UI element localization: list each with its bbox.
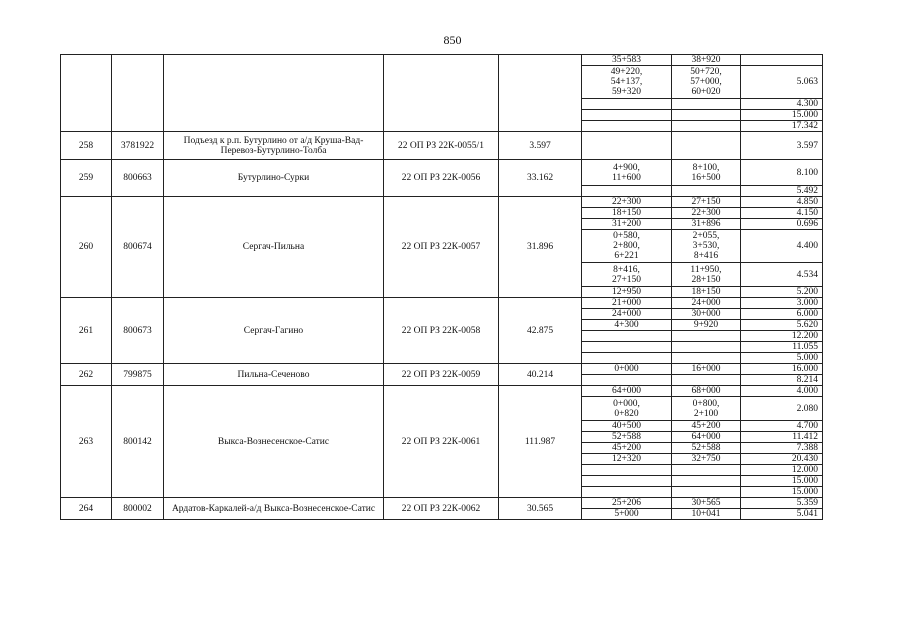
table-row bbox=[61, 197, 823, 208]
road-code-cell: 22 ОП РЗ 22К-0055/1 bbox=[384, 132, 499, 160]
section-to-cell: 27+150 bbox=[672, 197, 741, 208]
section-length-cell: 15.000 bbox=[741, 476, 823, 487]
section-length-cell: 5.492 bbox=[741, 186, 823, 197]
table-row bbox=[61, 132, 823, 160]
section-length-cell: 4.400 bbox=[741, 230, 823, 263]
section-from-cell bbox=[582, 331, 672, 342]
road-id-cell: 3781922 bbox=[112, 132, 164, 160]
section-length-cell bbox=[741, 55, 823, 66]
section-from-cell: 0+000 bbox=[582, 364, 672, 375]
road-name-cell: Выкса-Вознесенское-Сатис bbox=[164, 386, 384, 498]
road-number-cell: 264 bbox=[61, 498, 112, 520]
section-to-cell: 64+000 bbox=[672, 432, 741, 443]
road-id-cell: 800674 bbox=[112, 197, 164, 298]
section-to-cell bbox=[672, 99, 741, 110]
section-length-cell: 4.534 bbox=[741, 263, 823, 287]
section-from-cell bbox=[582, 342, 672, 353]
road-number-cell: 260 bbox=[61, 197, 112, 298]
road-id-cell: 800663 bbox=[112, 160, 164, 197]
section-to-cell bbox=[672, 353, 741, 364]
section-to-cell bbox=[672, 375, 741, 386]
section-to-cell: 9+920 bbox=[672, 320, 741, 331]
road-length-cell: 33.162 bbox=[499, 160, 582, 197]
section-from-cell: 21+000 bbox=[582, 298, 672, 309]
section-to-cell bbox=[672, 476, 741, 487]
road-code-cell: 22 ОП РЗ 22К-0061 bbox=[384, 386, 499, 498]
table-row bbox=[61, 498, 823, 509]
table-row bbox=[61, 160, 823, 186]
road-number-cell: 262 bbox=[61, 364, 112, 386]
table-row bbox=[61, 364, 823, 375]
section-to-cell bbox=[672, 342, 741, 353]
section-to-cell: 50+720, 57+000, 60+020 bbox=[672, 66, 741, 99]
section-to-cell: 30+565 bbox=[672, 498, 741, 509]
section-to-cell: 32+750 bbox=[672, 454, 741, 465]
road-name-cell: Сергач-Гагино bbox=[164, 298, 384, 364]
section-length-cell: 5.000 bbox=[741, 353, 823, 364]
road-length-cell: 3.597 bbox=[499, 132, 582, 160]
section-to-cell bbox=[672, 110, 741, 121]
road-length-cell bbox=[499, 55, 582, 132]
section-to-cell: 16+000 bbox=[672, 364, 741, 375]
section-to-cell: 0+800, 2+100 bbox=[672, 397, 741, 421]
section-length-cell: 4.700 bbox=[741, 421, 823, 432]
section-length-cell: 5.063 bbox=[741, 66, 823, 99]
road-length-cell: 40.214 bbox=[499, 364, 582, 386]
section-from-cell: 4+300 bbox=[582, 320, 672, 331]
table-row bbox=[61, 386, 823, 397]
section-length-cell: 4.300 bbox=[741, 99, 823, 110]
section-from-cell: 0+580, 2+800, 6+221 bbox=[582, 230, 672, 263]
section-from-cell bbox=[582, 99, 672, 110]
section-from-cell bbox=[582, 375, 672, 386]
road-name-cell bbox=[164, 55, 384, 132]
section-length-cell: 5.359 bbox=[741, 498, 823, 509]
section-from-cell: 22+300 bbox=[582, 197, 672, 208]
section-to-cell: 31+896 bbox=[672, 219, 741, 230]
road-number-cell: 258 bbox=[61, 132, 112, 160]
section-to-cell bbox=[672, 121, 741, 132]
section-from-cell bbox=[582, 476, 672, 487]
road-length-cell: 42.875 bbox=[499, 298, 582, 364]
section-from-cell: 64+000 bbox=[582, 386, 672, 397]
section-to-cell bbox=[672, 331, 741, 342]
road-number-cell: 263 bbox=[61, 386, 112, 498]
section-length-cell: 2.080 bbox=[741, 397, 823, 421]
section-to-cell: 68+000 bbox=[672, 386, 741, 397]
section-from-cell: 31+200 bbox=[582, 219, 672, 230]
road-id-cell bbox=[112, 55, 164, 132]
section-from-cell: 8+416, 27+150 bbox=[582, 263, 672, 287]
road-length-cell: 31.896 bbox=[499, 197, 582, 298]
section-from-cell bbox=[582, 121, 672, 132]
section-to-cell: 8+100, 16+500 bbox=[672, 160, 741, 186]
section-length-cell: 8.214 bbox=[741, 375, 823, 386]
section-to-cell bbox=[672, 132, 741, 160]
road-code-cell: 22 ОП РЗ 22К-0057 bbox=[384, 197, 499, 298]
road-name-cell: Бутурлино-Сурки bbox=[164, 160, 384, 197]
road-length-cell: 30.565 bbox=[499, 498, 582, 520]
section-to-cell: 22+300 bbox=[672, 208, 741, 219]
section-to-cell: 38+920 bbox=[672, 55, 741, 66]
road-code-cell bbox=[384, 55, 499, 132]
road-name-cell: Пильна-Сеченово bbox=[164, 364, 384, 386]
road-id-cell: 800002 bbox=[112, 498, 164, 520]
section-from-cell: 5+000 bbox=[582, 509, 672, 520]
section-from-cell bbox=[582, 186, 672, 197]
section-to-cell bbox=[672, 465, 741, 476]
road-code-cell: 22 ОП РЗ 22К-0059 bbox=[384, 364, 499, 386]
section-to-cell: 11+950, 28+150 bbox=[672, 263, 741, 287]
section-to-cell: 10+041 bbox=[672, 509, 741, 520]
section-length-cell: 15.000 bbox=[741, 110, 823, 121]
section-from-cell bbox=[582, 132, 672, 160]
road-name-cell: Сергач-Пильна bbox=[164, 197, 384, 298]
section-from-cell bbox=[582, 110, 672, 121]
section-length-cell: 12.000 bbox=[741, 465, 823, 476]
section-from-cell: 12+320 bbox=[582, 454, 672, 465]
section-from-cell: 18+150 bbox=[582, 208, 672, 219]
section-length-cell: 4.000 bbox=[741, 386, 823, 397]
section-from-cell: 4+900, 11+600 bbox=[582, 160, 672, 186]
section-to-cell: 18+150 bbox=[672, 287, 741, 298]
road-id-cell: 799875 bbox=[112, 364, 164, 386]
section-from-cell: 35+583 bbox=[582, 55, 672, 66]
section-from-cell: 49+220, 54+137, 59+320 bbox=[582, 66, 672, 99]
section-to-cell bbox=[672, 487, 741, 498]
section-length-cell: 12.200 bbox=[741, 331, 823, 342]
section-from-cell: 25+206 bbox=[582, 498, 672, 509]
section-length-cell: 6.000 bbox=[741, 309, 823, 320]
section-length-cell: 5.620 bbox=[741, 320, 823, 331]
table-row bbox=[61, 55, 823, 66]
section-from-cell: 45+200 bbox=[582, 443, 672, 454]
section-length-cell: 5.041 bbox=[741, 509, 823, 520]
section-from-cell: 0+000, 0+820 bbox=[582, 397, 672, 421]
section-length-cell: 4.150 bbox=[741, 208, 823, 219]
section-length-cell: 20.430 bbox=[741, 454, 823, 465]
section-length-cell: 7.388 bbox=[741, 443, 823, 454]
section-length-cell: 15.000 bbox=[741, 487, 823, 498]
section-length-cell: 4.850 bbox=[741, 197, 823, 208]
section-length-cell: 3.000 bbox=[741, 298, 823, 309]
section-from-cell bbox=[582, 465, 672, 476]
section-length-cell: 16.000 bbox=[741, 364, 823, 375]
section-to-cell: 2+055, 3+530, 8+416 bbox=[672, 230, 741, 263]
table-row bbox=[61, 298, 823, 309]
section-from-cell: 40+500 bbox=[582, 421, 672, 432]
section-length-cell: 11.055 bbox=[741, 342, 823, 353]
section-from-cell: 52+588 bbox=[582, 432, 672, 443]
section-length-cell: 5.200 bbox=[741, 287, 823, 298]
road-number-cell: 261 bbox=[61, 298, 112, 364]
road-length-cell: 111.987 bbox=[499, 386, 582, 498]
road-number-cell bbox=[61, 55, 112, 132]
road-code-cell: 22 ОП РЗ 22К-0062 bbox=[384, 498, 499, 520]
section-from-cell: 12+950 bbox=[582, 287, 672, 298]
section-length-cell: 3.597 bbox=[741, 132, 823, 160]
road-name-cell: Ардатов-Каркалей-а/д Выкса-Вознесенское-Сатис bbox=[164, 498, 384, 520]
road-code-cell: 22 ОП РЗ 22К-0058 bbox=[384, 298, 499, 364]
section-to-cell bbox=[672, 186, 741, 197]
page-number: 850 bbox=[443, 33, 462, 47]
section-length-cell: 0.696 bbox=[741, 219, 823, 230]
road-id-cell: 800142 bbox=[112, 386, 164, 498]
section-to-cell: 30+000 bbox=[672, 309, 741, 320]
road-id-cell: 800673 bbox=[112, 298, 164, 364]
road-code-cell: 22 ОП РЗ 22К-0056 bbox=[384, 160, 499, 197]
section-length-cell: 17.342 bbox=[741, 121, 823, 132]
section-from-cell bbox=[582, 353, 672, 364]
road-number-cell: 259 bbox=[61, 160, 112, 197]
section-to-cell: 45+200 bbox=[672, 421, 741, 432]
section-from-cell bbox=[582, 487, 672, 498]
roads-table bbox=[60, 54, 823, 520]
road-name-cell: Подъезд к р.п. Бутурлино от а/д Круша-Вад-Перевоз-Бутурлино-Толба bbox=[164, 132, 384, 160]
section-length-cell: 8.100 bbox=[741, 160, 823, 186]
section-length-cell: 11.412 bbox=[741, 432, 823, 443]
section-to-cell: 24+000 bbox=[672, 298, 741, 309]
section-from-cell: 24+000 bbox=[582, 309, 672, 320]
section-to-cell: 52+588 bbox=[672, 443, 741, 454]
